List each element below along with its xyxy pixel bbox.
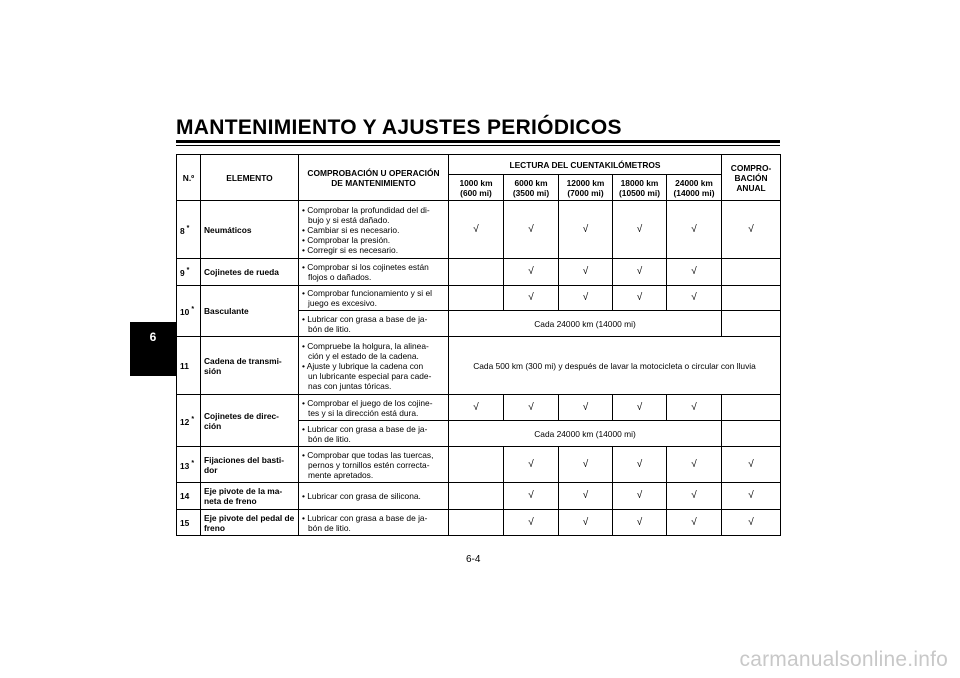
header-km-24000: 24000 km (14000 mi) [667, 175, 722, 201]
row-number: 9 * [177, 259, 201, 286]
header-km-18000: 18000 km (10500 mi) [613, 175, 667, 201]
annual-check-mark: √ [722, 447, 781, 483]
title-rule-thin [176, 145, 780, 146]
check-mark: √ [667, 201, 722, 259]
row-element: Neumáticos [201, 201, 299, 259]
row-check: • Lubricar con grasa a base de ja- bón de litio. [299, 311, 449, 337]
check-mark: √ [667, 395, 722, 421]
check-mark: √ [449, 395, 504, 421]
check-mark [449, 510, 504, 536]
annual-check-mark [722, 395, 781, 421]
check-mark: √ [504, 483, 559, 510]
check-mark [449, 483, 504, 510]
annual-check-mark: √ [722, 510, 781, 536]
row-number: 12 * [177, 395, 201, 447]
row-number: 14 [177, 483, 201, 510]
row-check: • Lubricar con grasa a base de ja- bón de litio. [299, 510, 449, 536]
row-number: 8 * [177, 201, 201, 259]
annual-check-mark [722, 259, 781, 286]
check-mark: √ [504, 259, 559, 286]
row-element: Cojinetes de rueda [201, 259, 299, 286]
interval-note: Cada 24000 km (14000 mi) [449, 311, 722, 337]
annual-check-mark [722, 421, 781, 447]
annual-check-mark [722, 286, 781, 311]
annual-check-mark: √ [722, 201, 781, 259]
row-check: • Comprobar el juego de los cojine- tes y si la dirección está dura. [299, 395, 449, 421]
row-element: Cadena de transmi-sión [201, 337, 299, 395]
chapter-tab: 6 [130, 322, 176, 376]
table-row [177, 483, 781, 510]
check-mark: √ [559, 286, 613, 311]
check-mark: √ [559, 510, 613, 536]
check-mark: √ [667, 259, 722, 286]
check-mark: √ [613, 201, 667, 259]
check-mark: √ [559, 259, 613, 286]
header-km-1000: 1000 km (600 mi) [449, 175, 504, 201]
table-row [177, 510, 781, 536]
table-row [177, 447, 781, 483]
table-row [177, 201, 781, 259]
check-mark: √ [613, 510, 667, 536]
check-mark: √ [559, 201, 613, 259]
row-check: • Comprobar que todas las tuercas, pernos y tornillos estén correcta- mente apretados. [299, 447, 449, 483]
check-mark: √ [504, 395, 559, 421]
table-row [177, 259, 781, 286]
check-mark: √ [667, 510, 722, 536]
check-mark: √ [667, 447, 722, 483]
check-mark: √ [667, 483, 722, 510]
check-mark: √ [559, 483, 613, 510]
check-mark: √ [613, 395, 667, 421]
check-mark [449, 286, 504, 311]
page-number: 6-4 [466, 554, 481, 565]
annual-check-mark: √ [722, 483, 781, 510]
table-row [177, 395, 781, 421]
table-row [177, 337, 781, 395]
annual-check-mark [722, 311, 781, 337]
row-number: 15 [177, 510, 201, 536]
header-km-12000: 12000 km (7000 mi) [559, 175, 613, 201]
check-mark: √ [559, 447, 613, 483]
check-mark: √ [504, 201, 559, 259]
check-mark: √ [613, 447, 667, 483]
row-check: • Comprobar si los cojinetes están flojos o dañados. [299, 259, 449, 286]
check-mark: √ [449, 201, 504, 259]
check-mark: √ [504, 447, 559, 483]
row-check: • Comprobar funcionamiento y si el juego es excesivo. [299, 286, 449, 311]
check-mark [449, 447, 504, 483]
header-km-6000: 6000 km (3500 mi) [504, 175, 559, 201]
interval-note: Cada 500 km (300 mi) y después de lavar la motocicleta o circular con lluvia [449, 337, 781, 395]
row-number: 10 * [177, 286, 201, 337]
check-mark: √ [613, 259, 667, 286]
header-num: N.º [177, 155, 201, 201]
check-mark: √ [667, 286, 722, 311]
title-rule [176, 140, 780, 143]
row-element: Eje pivote de la ma-neta de freno [201, 483, 299, 510]
header-element: ELEMENTO [201, 155, 299, 201]
watermark: carmanualsonline.info [739, 648, 948, 671]
header-annual: COMPRO-BACIÓN ANUAL [722, 155, 781, 201]
header-odometer: LECTURA DEL CUENTAKILÓMETROS [449, 155, 722, 175]
check-mark: √ [559, 395, 613, 421]
row-element: Cojinetes de direc-ción [201, 395, 299, 447]
check-mark: √ [504, 286, 559, 311]
check-mark [449, 259, 504, 286]
interval-note: Cada 24000 km (14000 mi) [449, 421, 722, 447]
check-mark: √ [613, 286, 667, 311]
row-element: Eje pivote del pedal de freno [201, 510, 299, 536]
row-check: • Lubricar con grasa a base de ja- bón de litio. [299, 421, 449, 447]
row-element: Basculante [201, 286, 299, 337]
row-check: • Compruebe la holgura, la alinea- ción y el estado de la cadena. • Ajuste y lubrique la cadena con un lubricante especial para cade- nas con juntas tóricas. [299, 337, 449, 395]
row-element: Fijaciones del basti-dor [201, 447, 299, 483]
header-check: COMPROBACIÓN U OPERACIÓN DE MANTENIMIENTO [299, 155, 449, 201]
page-title: MANTENIMIENTO Y AJUSTES PERIÓDICOS [176, 116, 622, 139]
maintenance-table [176, 154, 781, 536]
row-number: 13 * [177, 447, 201, 483]
row-check: • Lubricar con grasa de silicona. [299, 483, 449, 510]
check-mark: √ [613, 483, 667, 510]
table-row [177, 286, 781, 311]
check-mark: √ [504, 510, 559, 536]
row-check: • Comprobar la profundidad del di- bujo y si está dañado. • Cambiar si es necesario. • Comprobar la presión. • Corregir si es necesario. [299, 201, 449, 259]
row-number: 11 [177, 337, 201, 395]
